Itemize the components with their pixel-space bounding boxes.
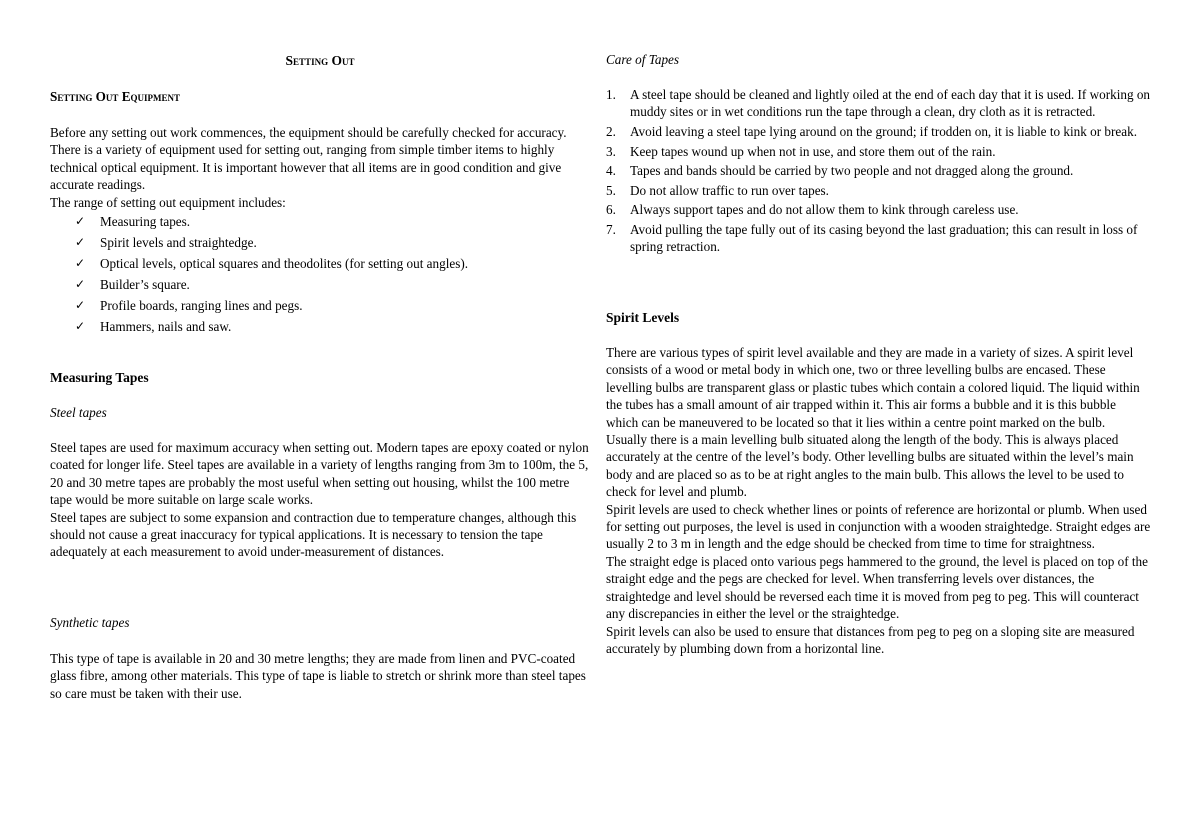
care-list — [606, 86, 1151, 256]
list-item: ✓ Measuring tapes. — [50, 211, 590, 232]
care-of-tapes-subheading: Care of Tapes — [606, 52, 680, 67]
spirit-paragraph-2: Usually there is a main levelling bulb situated along the length of the body. This is always placed accurately at the centre of the level’s body. Other levelling bulbs are situated within the level’s main body and are placed so as to be at right angles to the main bulb. This allows the level to be used to check for level and plumb. — [606, 432, 1134, 500]
synthetic-tapes-subheading: Synthetic tapes — [50, 615, 130, 630]
measuring-tapes-heading: Measuring Tapes — [50, 370, 149, 385]
list-item: 2. Avoid leaving a steel tape lying around on the ground; if trodden on, it is liable to kink or break. — [606, 124, 1137, 139]
checkmark-icon: ✓ — [75, 214, 86, 229]
equipment-heading: Setting Out Equipment — [50, 89, 180, 104]
spirit-paragraph-5: Spirit levels can also be used to ensure that distances from peg to peg on a sloping site are measured accurately by plumbing down from a horizontal line. — [606, 623, 1135, 656]
spirit-levels-block — [606, 344, 1151, 657]
synthetic-paragraph-1: This type of tape is available in 20 and 30 metre lengths; they are made from linen and PVC-coated glass fibre, among other materials. This type of tape is liable to stretch or shrink more than steel tapes so care must be taken with their use. — [50, 651, 586, 701]
checkmark-icon: ✓ — [75, 298, 86, 313]
list-item: ✓ Builder’s square. — [50, 274, 590, 295]
intro-paragraph-1: Before any setting out work commences, the equipment should be carefully checked for accuracy. — [50, 125, 567, 140]
list-item: 4. Tapes and bands should be carried by two people and not dragged along the ground. — [606, 163, 1074, 179]
care-list-block — [606, 86, 1151, 258]
list-item: ✓ Spirit levels and straightedge. — [50, 232, 590, 253]
checkmark-icon: ✓ — [75, 319, 86, 334]
list-item: 6. Always support tapes and do not allow them to kink through careless use. — [606, 202, 1019, 218]
list-item: ✓ Hammers, nails and saw. — [50, 316, 590, 337]
list-item: 7. Avoid pulling the tape fully out of its casing beyond the last graduation; this can result in loss of spring retraction. — [606, 221, 1138, 255]
spirit-paragraph-1: There are various types of spirit level available and they are made in a variety of sizes. A spirit level consists of a wood or metal body in which one, two or three levelling bulbs are encased. These levelling bulbs are transparent glass or plastic tubes which contain a colored liquid. The liquid within the tubes has a small amount of air trapped within it. This air forms a bubble and it is this bubble which can be maneuvered to be located so that it lies within a centre point marked on the bulb. — [606, 345, 1140, 430]
list-item: ✓ Optical levels, optical squares and theodolites (for setting out angles). — [50, 253, 590, 274]
list-item: 1. A steel tape should be cleaned and lightly oiled at the end of each day that it is used. If working on muddy sites or in wet conditions run the tape through a clean, dry cloth as it is retracted. — [606, 87, 1151, 120]
steel-tapes-block — [50, 439, 590, 561]
intro-paragraph-3: The range of setting out equipment includes: — [50, 194, 286, 210]
spirit-paragraph-3: Spirit levels are used to check whether lines or points of reference are horizontal or plumb. When used for setting out purposes, the level is used in conjunction with a wooden straightedge. Straight edges are usually 2 to 3 m in length and the edge should be checked from time to time for straightness. — [606, 501, 1151, 552]
list-item: 5. Do not allow traffic to run over tapes. — [606, 182, 829, 198]
list-item: ✓ Profile boards, ranging lines and pegs. — [50, 295, 590, 316]
equipment-list — [50, 211, 590, 337]
checkmark-icon: ✓ — [75, 256, 86, 271]
steel-tapes-subheading: Steel tapes — [50, 405, 107, 420]
intro-block — [50, 124, 590, 337]
steel-paragraph-2: Steel tapes are subject to some expansion and contraction due to temperature changes, although this should not cause a great inaccuracy for typical applications. It is necessary to tension the tape adequately at each measurement to avoid under-measurement of distances. — [50, 509, 577, 560]
checkmark-icon: ✓ — [75, 277, 86, 292]
spirit-levels-heading: Spirit Levels — [606, 310, 680, 325]
page-title: Setting Out — [285, 53, 355, 68]
intro-paragraph-2: There is a variety of equipment used for setting out, ranging from simple timber items to highly technical optical equipment. It is important however that all items are in good condition and give accurate readings. — [50, 142, 562, 193]
steel-paragraph-1: Steel tapes are used for maximum accuracy when setting out. Modern tapes are epoxy coated or nylon coated for longer life. Steel tapes are available in a variety of lengths ranging from 3m to 100m, the 5, 20 and 30 metre tapes are probably the most useful when setting out housing, whilst the 100 metre tape would be more suitable on large scale works. — [50, 440, 589, 508]
checkmark-icon: ✓ — [75, 235, 86, 250]
list-item: 3. Keep tapes wound up when not in use, and store them out of the rain. — [606, 143, 996, 159]
synthetic-tapes-block — [50, 650, 590, 702]
spirit-paragraph-4: The straight edge is placed onto various pegs hammered to the ground, the level is placed on top of the straight edge and the pegs are checked for level. When transferring levels over distances, the straightedge and level should be reversed each time it is moved from peg to peg. This will counteract any discrepancies in either the level or the straightedge. — [606, 553, 1149, 622]
